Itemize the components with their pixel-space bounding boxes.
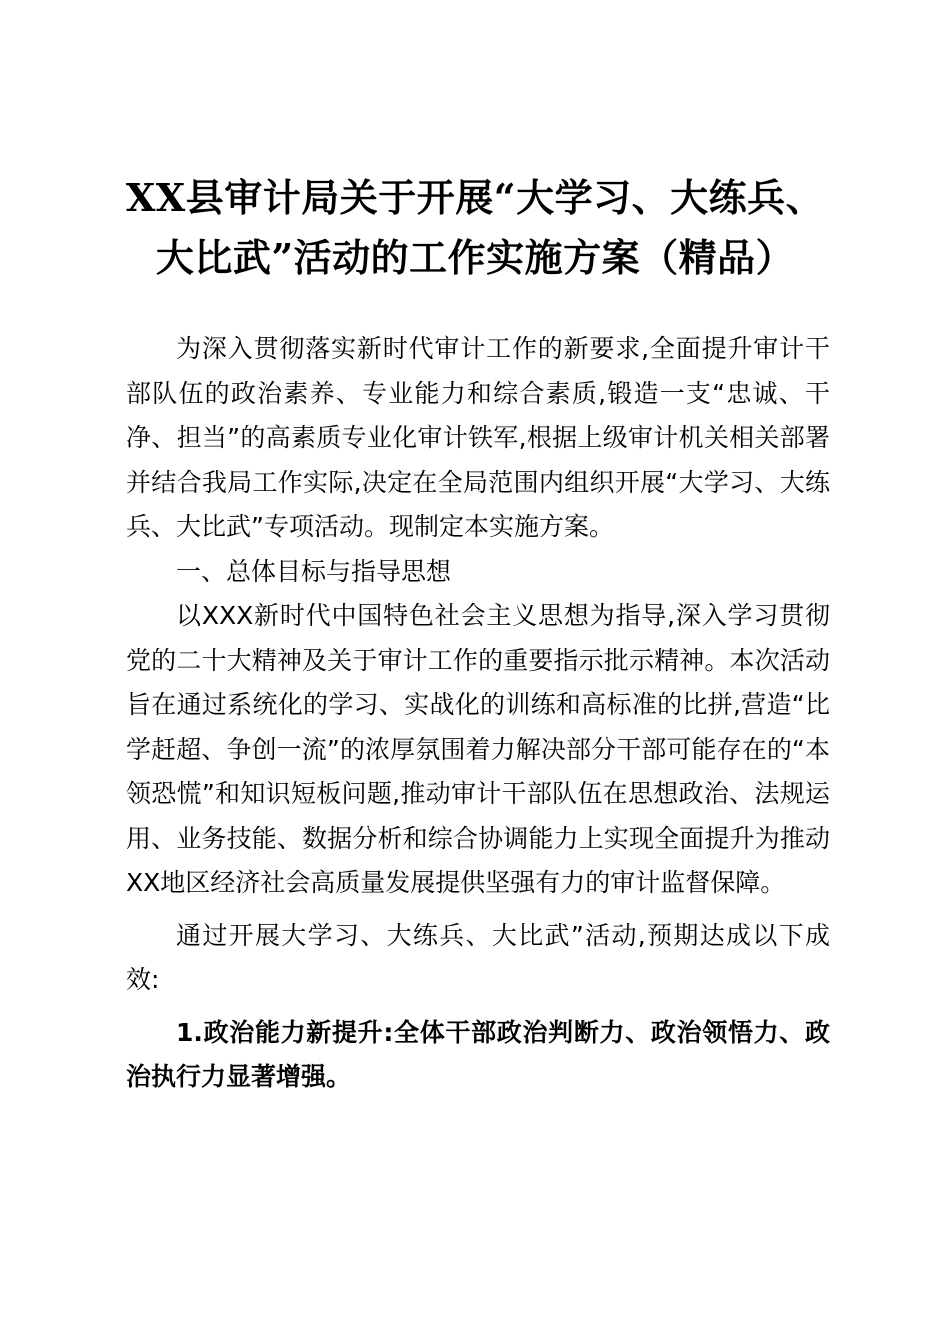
document-body (126, 327, 830, 1100)
intro-paragraph: 为深入贯彻落实新时代审计工作的新要求,全面提升审计干部队伍的政治素养、专业能力和综合素质,锻造一支“忠诚、干净、担当”的高素质专业化审计铁军,根据上级审计机关相关部署并结合我局工作实际,决定在全局范围内组织开展“大学习、大练兵、大比武”专项活动。现制定本实施方案。 (126, 334, 830, 541)
guiding-thought-paragraph: 以XXX新时代中国特色社会主义思想为指导,深入学习贯彻党的二十大精神及关于审计工作的重要指示批示精神。本次活动旨在通过系统化的学习、实战化的训练和高标准的比拼,营造“比学赶超、争创一流”的浓厚氛围着力解决部分干部可能存在的“本领恐慌”和知识短板问题,推动审计干部队伍在思想政治、法规运用、业务技能、数据分析和综合协调能力上实现全面提升为推动XX地区经济社会高质量发展提供坚强有力的审计监督保障。 (126, 601, 830, 897)
document-title: XX县审计局关于开展“大学习、大练兵、大比武”活动的工作实施方案（精品） (125, 175, 825, 280)
result-item-1: 1.政治能力新提升:全体干部政治判断力、政治领悟力、政治执行力显著增强。 (126, 1017, 830, 1091)
expected-results-paragraph: 通过开展大学习、大练兵、大比武”活动,预期达成以下成效: (126, 920, 830, 994)
section-heading-1: 一、总体目标与指导思想 (176, 556, 452, 586)
